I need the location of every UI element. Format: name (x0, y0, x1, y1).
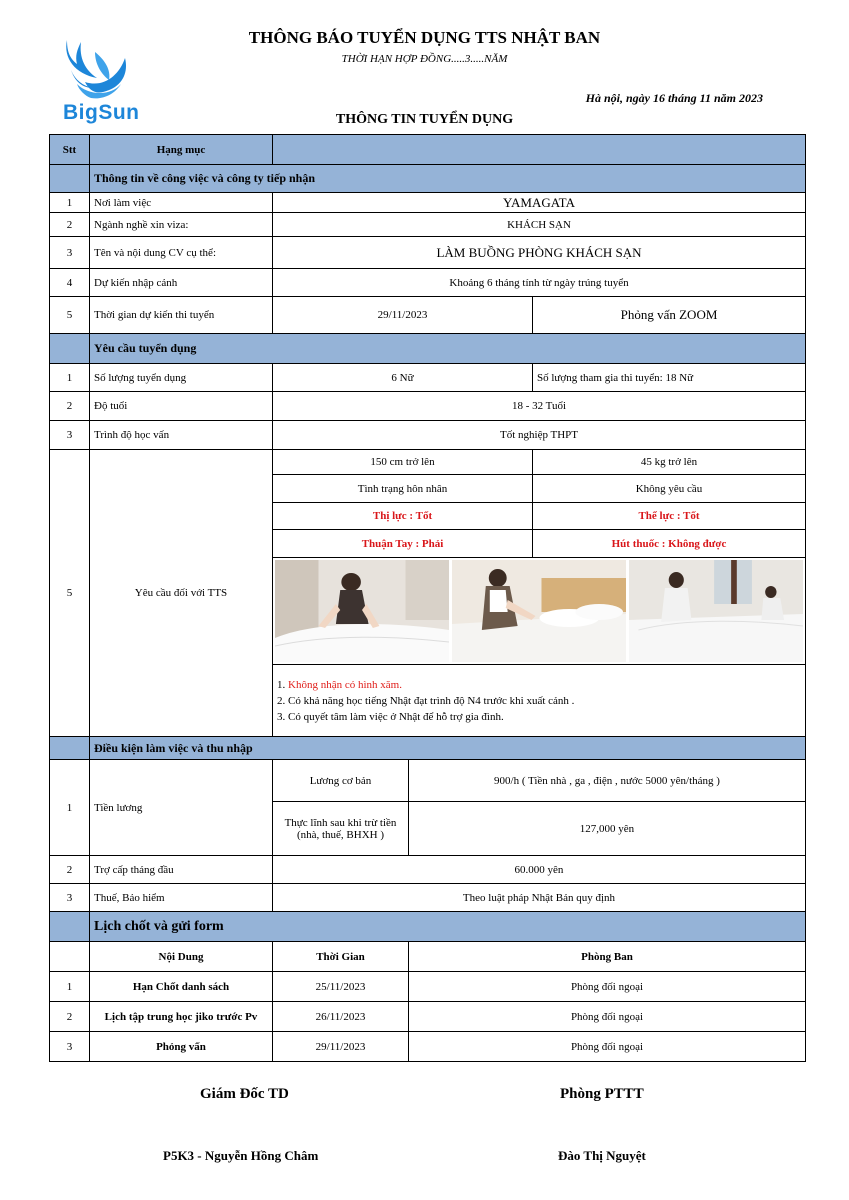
job-title-value: LÀM BUỒNG PHÒNG KHÁCH SẠN (273, 237, 806, 269)
housekeeping-photo-2 (452, 560, 626, 662)
exam-date: 29/11/2023 (273, 297, 533, 334)
tax-value: Theo luật pháp Nhật Bản quy định (273, 884, 806, 912)
schedule-time-header: Thời Gian (273, 942, 409, 972)
table-row: 3 Phỏng vấn 29/11/2023 Phòng đối ngoại (50, 1032, 806, 1062)
entry-value: Khoảng 6 tháng tính từ ngày trúng tuyển (273, 269, 806, 297)
section-work-conditions: Điều kiện làm việc và thu nhập (90, 737, 806, 760)
recruitment-table (49, 134, 806, 1062)
handedness-requirement: Thuận Tay : Phải (273, 530, 533, 558)
table-row: 2 Lịch tập trung học jiko trước Pv 26/11/2023 Phòng đối ngoại (50, 1002, 806, 1032)
signature-right-name: Đào Thị Nguyệt (558, 1148, 646, 1163)
schedule-dept-header: Phòng Ban (409, 942, 806, 972)
weight-requirement: 45 kg trở lên (533, 450, 806, 475)
age-value: 18 - 32 Tuổi (273, 392, 806, 421)
base-salary-value: 900/h ( Tiền nhà , ga , điện , nước 5000 yên/tháng ) (409, 760, 806, 802)
section-row-work (50, 737, 806, 760)
fitness-requirement: Thể lực : Tốt (533, 503, 806, 530)
table-row: 1 Nơi làm việc YAMAGATA (50, 193, 806, 213)
housekeeping-photo-1 (275, 560, 449, 662)
schedule-header-row (50, 942, 806, 972)
table-row: 3 Tên và nội dung CV cụ thể: LÀM BUỒNG PHÒNG KHÁCH SẠN (50, 237, 806, 269)
table-row: 1 Tiền lương Lương cơ bản 900/h ( Tiền nhà , ga , điện , nước 5000 yên/tháng ) (50, 760, 806, 802)
marital-label: Tình trạng hôn nhân (273, 475, 533, 503)
housekeeping-photo-3 (629, 560, 803, 662)
net-salary-label: Thực lĩnh sau khi trừ tiền (nhà, thuế, BHXH ) (273, 802, 409, 856)
col-stt-header: Stt (50, 135, 90, 165)
section-title: THÔNG TIN TUYỂN DỤNG (335, 112, 514, 127)
net-salary-value: 127,000 yên (409, 802, 806, 856)
col-category-header: Hạng mục (90, 135, 273, 165)
signature-right-title: Phòng PTTT (560, 1086, 644, 1102)
table-row: 1 Số lượng tuyển dụng 6 Nữ Số lượng tham gia thi tuyển: 18 Nữ (50, 364, 806, 392)
schedule-content-header: Nội Dung (90, 942, 273, 972)
contract-term: THỜI HẠN HỢP ĐỒNG.....3.....NĂM (341, 53, 508, 65)
eyesight-requirement: Thị lực : Tốt (273, 503, 533, 530)
quantity-value: 6 Nữ (273, 364, 533, 392)
list-item: 3. Có quyết tâm làm việc ở Nhật để hỗ trợ gia đình. (277, 710, 504, 723)
table-row: 3 Thuế, Bảo hiểm Theo luật pháp Nhật Bản quy định (50, 884, 806, 912)
allowance-value: 60.000 yên (273, 856, 806, 884)
exam-mode: Phỏng vấn ZOOM (533, 297, 806, 334)
table-header-row (50, 135, 806, 165)
table-row: 5 Thời gian dự kiến thi tuyển 29/11/2023 Phỏng vấn ZOOM (50, 297, 806, 334)
signature-left-title: Giám Đốc TD (200, 1086, 289, 1102)
section-row-requirements (50, 334, 806, 364)
education-value: Tốt nghiệp THPT (273, 421, 806, 450)
section-row-job (50, 165, 806, 193)
table-row: 2 Ngành nghề xin viza: KHÁCH SẠN (50, 213, 806, 237)
table-row: 4 Dự kiến nhập cảnh Khoảng 6 tháng tính từ ngày trúng tuyển (50, 269, 806, 297)
table-row: 3 Trình độ học vấn Tốt nghiệp THPT (50, 421, 806, 450)
smoking-requirement: Hút thuốc : Không được (533, 530, 806, 558)
section-schedule: Lịch chốt và gửi form (90, 912, 806, 942)
exam-participants: Số lượng tham gia thi tuyển: 18 Nữ (533, 364, 806, 392)
marital-value: Không yêu cầu (533, 475, 806, 503)
issue-date: Hà nội, ngày 16 tháng 11 năm 2023 (585, 91, 763, 105)
list-item: 2. Có khả năng học tiếng Nhật đạt trình độ N4 trước khi xuất cảnh . (277, 694, 575, 707)
signature-left-name: P5K3 - Nguyễn Hồng Châm (163, 1148, 319, 1163)
table-row: 2 Độ tuổi 18 - 32 Tuổi (50, 392, 806, 421)
page-title: THÔNG BÁO TUYỂN DỤNG TTS NHẬT BAN (248, 28, 601, 47)
brand-logo-text: BigSun (63, 101, 140, 124)
requirement-notes (273, 665, 806, 737)
section-row-schedule (50, 912, 806, 942)
base-salary-label: Lương cơ bản (273, 760, 409, 802)
tts-requirements-label: Yêu cầu đối với TTS (90, 450, 273, 737)
salary-label: Tiền lương (90, 760, 273, 856)
table-row: 5 Yêu cầu đối với TTS 150 cm trở lên 45 kg trở lên (50, 450, 806, 475)
industry-value: KHÁCH SẠN (273, 213, 806, 237)
list-item: 1. Không nhận có hình xăm. (277, 678, 402, 691)
section-job-info: Thông tin về công việc và công ty tiếp nhận (90, 165, 806, 193)
table-row: 2 Trợ cấp tháng đầu 60.000 yên (50, 856, 806, 884)
workplace-value: YAMAGATA (273, 193, 806, 213)
section-requirements: Yêu cầu tuyển dụng (90, 334, 806, 364)
table-row: 1 Hạn Chốt danh sách 25/11/2023 Phòng đối ngoại (50, 972, 806, 1002)
height-requirement: 150 cm trở lên (273, 450, 533, 475)
